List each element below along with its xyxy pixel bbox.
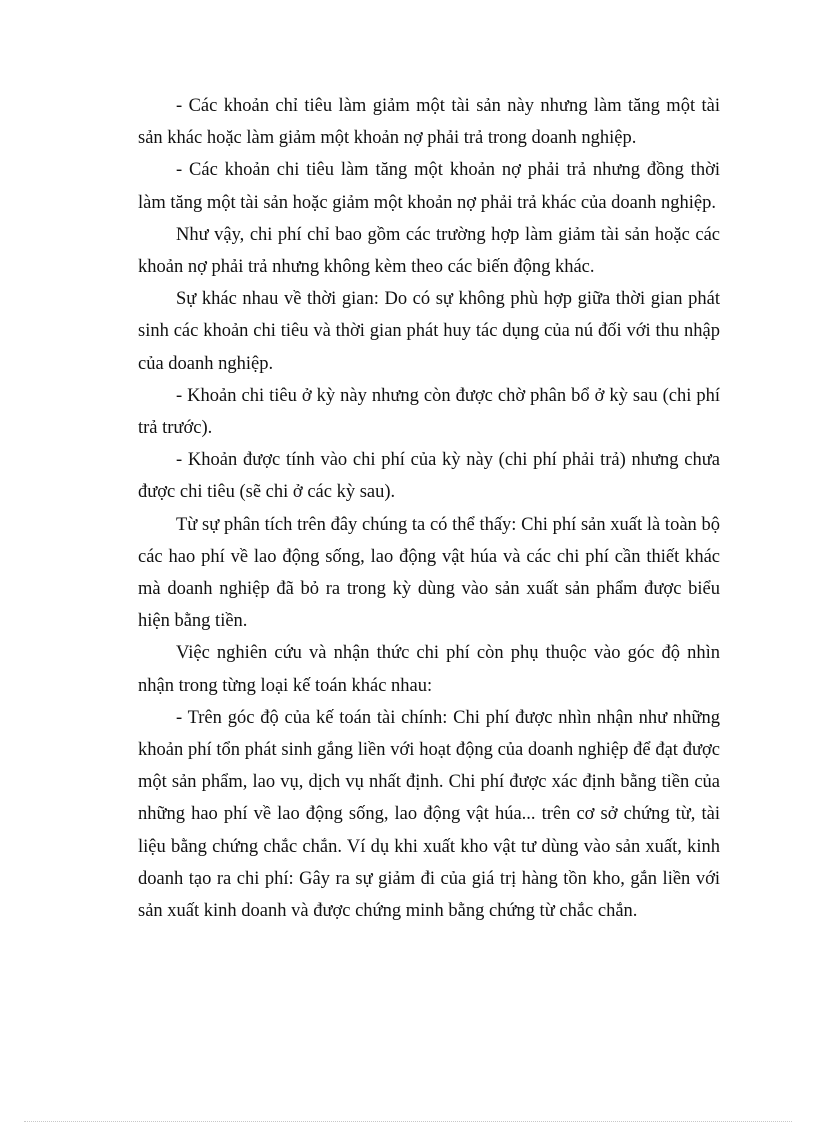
paragraph-bullet-prepaid: - Khoản chi tiêu ở kỳ này nhưng còn được chờ phân bổ ở kỳ sau (chi phí trả trước). (138, 385, 720, 439)
paragraph-bullet-increase-liability: - Các khoản chi tiêu làm tăng một khoản nợ phải trả nhưng đồng thời làm tăng một tài sản hoặc giảm một khoản nợ phải trả khác của doanh nghiệp. (138, 160, 720, 213)
paragraph-bullet-accrued: - Khoản được tính vào chi phí của kỳ này (chi phí phải trả) nhưng chưa được chi tiêu (sẽ chi ở các kỳ sau). (138, 450, 720, 503)
paragraph-perspective-intro: Việc nghiên cứu và nhận thức chi phí còn phụ thuộc vào góc độ nhìn nhận trong từng loại kế toán khác nhau: (138, 643, 720, 696)
paragraph-cost-summary: Như vậy, chi phí chỉ bao gồm các trường hợp làm giảm tài sản hoặc các khoản nợ phải trả nhưng không kèm theo các biến động khác. (138, 224, 720, 278)
paragraph-production-cost-definition: Từ sự phân tích trên đây chúng ta có thể thấy: Chi phí sản xuất là toàn bộ các hao phí về lao động sống, lao động vật húa và các chi phí cần thiết khác mà doanh nghiệp đã bỏ ra trong kỳ dùng vào sản xuất sản phẩm được biểu hiện bằng tiền. (138, 514, 720, 632)
footer-divider (24, 1121, 792, 1122)
document-body (138, 90, 720, 927)
paragraph-bullet-decrease-asset: - Các khoản chỉ tiêu làm giảm một tài sản này nhưng làm tăng một tài sản khác hoặc làm giảm một khoản nợ phải trả trong doanh nghiệp. (138, 96, 720, 149)
paragraph-bullet-financial-accounting: - Trên góc độ của kế toán tài chính: Chi phí được nhìn nhận như những khoản phí tổn phát sinh gắng liền với hoạt động của doanh nghiệp để đạt được một sản phẩm, lao vụ, dịch vụ nhất định. Chi phí được xác định bằng tiền của những hao phí về lao động sống, lao động vật húa... trên cơ sở chứng từ, tài liệu bằng chứng chắc chắn. Ví dụ khi xuất kho vật tư dùng vào sản xuất, kinh doanh tạo ra chi phí: Gây ra sự giảm đi của giá trị hàng tồn kho, gắn liền với sản xuất kinh doanh và được chứng minh bằng chứng từ chắc chắn. (138, 707, 720, 922)
paragraph-time-difference: Sự khác nhau về thời gian: Do có sự không phù hợp giữa thời gian phát sinh các khoản chi tiêu và thời gian phát huy tác dụng của nú đối với thu nhập của doanh nghiệp. (138, 289, 720, 374)
